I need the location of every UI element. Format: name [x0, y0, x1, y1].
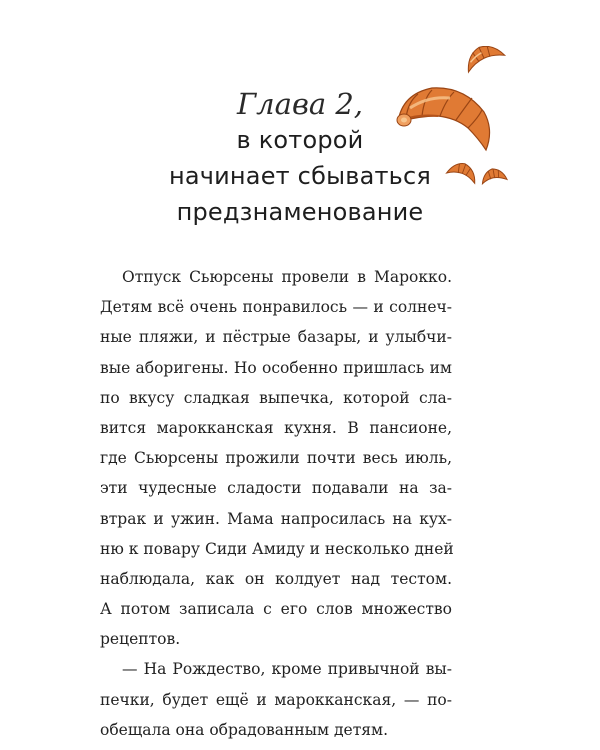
text-line: по вкусу сладкая выпечка, которой сла- [100, 388, 452, 407]
text-line: вые аборигены. Но особенно пришлась им [100, 358, 452, 377]
text-line: Детям всё очень понравилось — и солнеч- [100, 298, 452, 317]
text-line: втрак и ужин. Мама напросилась на кух- [100, 509, 452, 528]
croissant-icon [461, 46, 505, 72]
text-line: эти чудесные сладости подавали на за- [100, 479, 452, 498]
text-line: рецептов. [100, 630, 181, 649]
text-line: ные пляжи, и пёстрые базары, и улыбчи- [100, 328, 452, 347]
text-line: где Сьюрсены прожили почти весь июль, [100, 449, 452, 468]
text-line: наблюдала, как он колдует над тестом. [100, 569, 452, 588]
text-line: ню к повару Сиди Амиду и несколько дней [100, 539, 454, 558]
text-line: обещала она обрадованным детям. [100, 720, 389, 739]
chapter-title-line: в которой [236, 126, 364, 154]
text-line: — На Рождество, кроме привычной вы- [122, 660, 452, 679]
text-line: вится марокканская кухня. В пансионе, [100, 418, 452, 437]
chapter-title-line: начинает сбываться [168, 162, 432, 190]
chapter-title-line: предзнаменование [176, 198, 424, 226]
text-line: А потом записала с его слов множество [100, 600, 452, 619]
body-text [100, 262, 452, 745]
text-line: печки, будет ещё и марокканская, — по- [100, 690, 452, 709]
text-line: Отпуск Сьюрсены провели в Марокко. [122, 268, 452, 286]
chapter-heading [0, 86, 600, 230]
chapter-title [0, 122, 600, 230]
chapter-number: Глава 2, [236, 87, 363, 121]
